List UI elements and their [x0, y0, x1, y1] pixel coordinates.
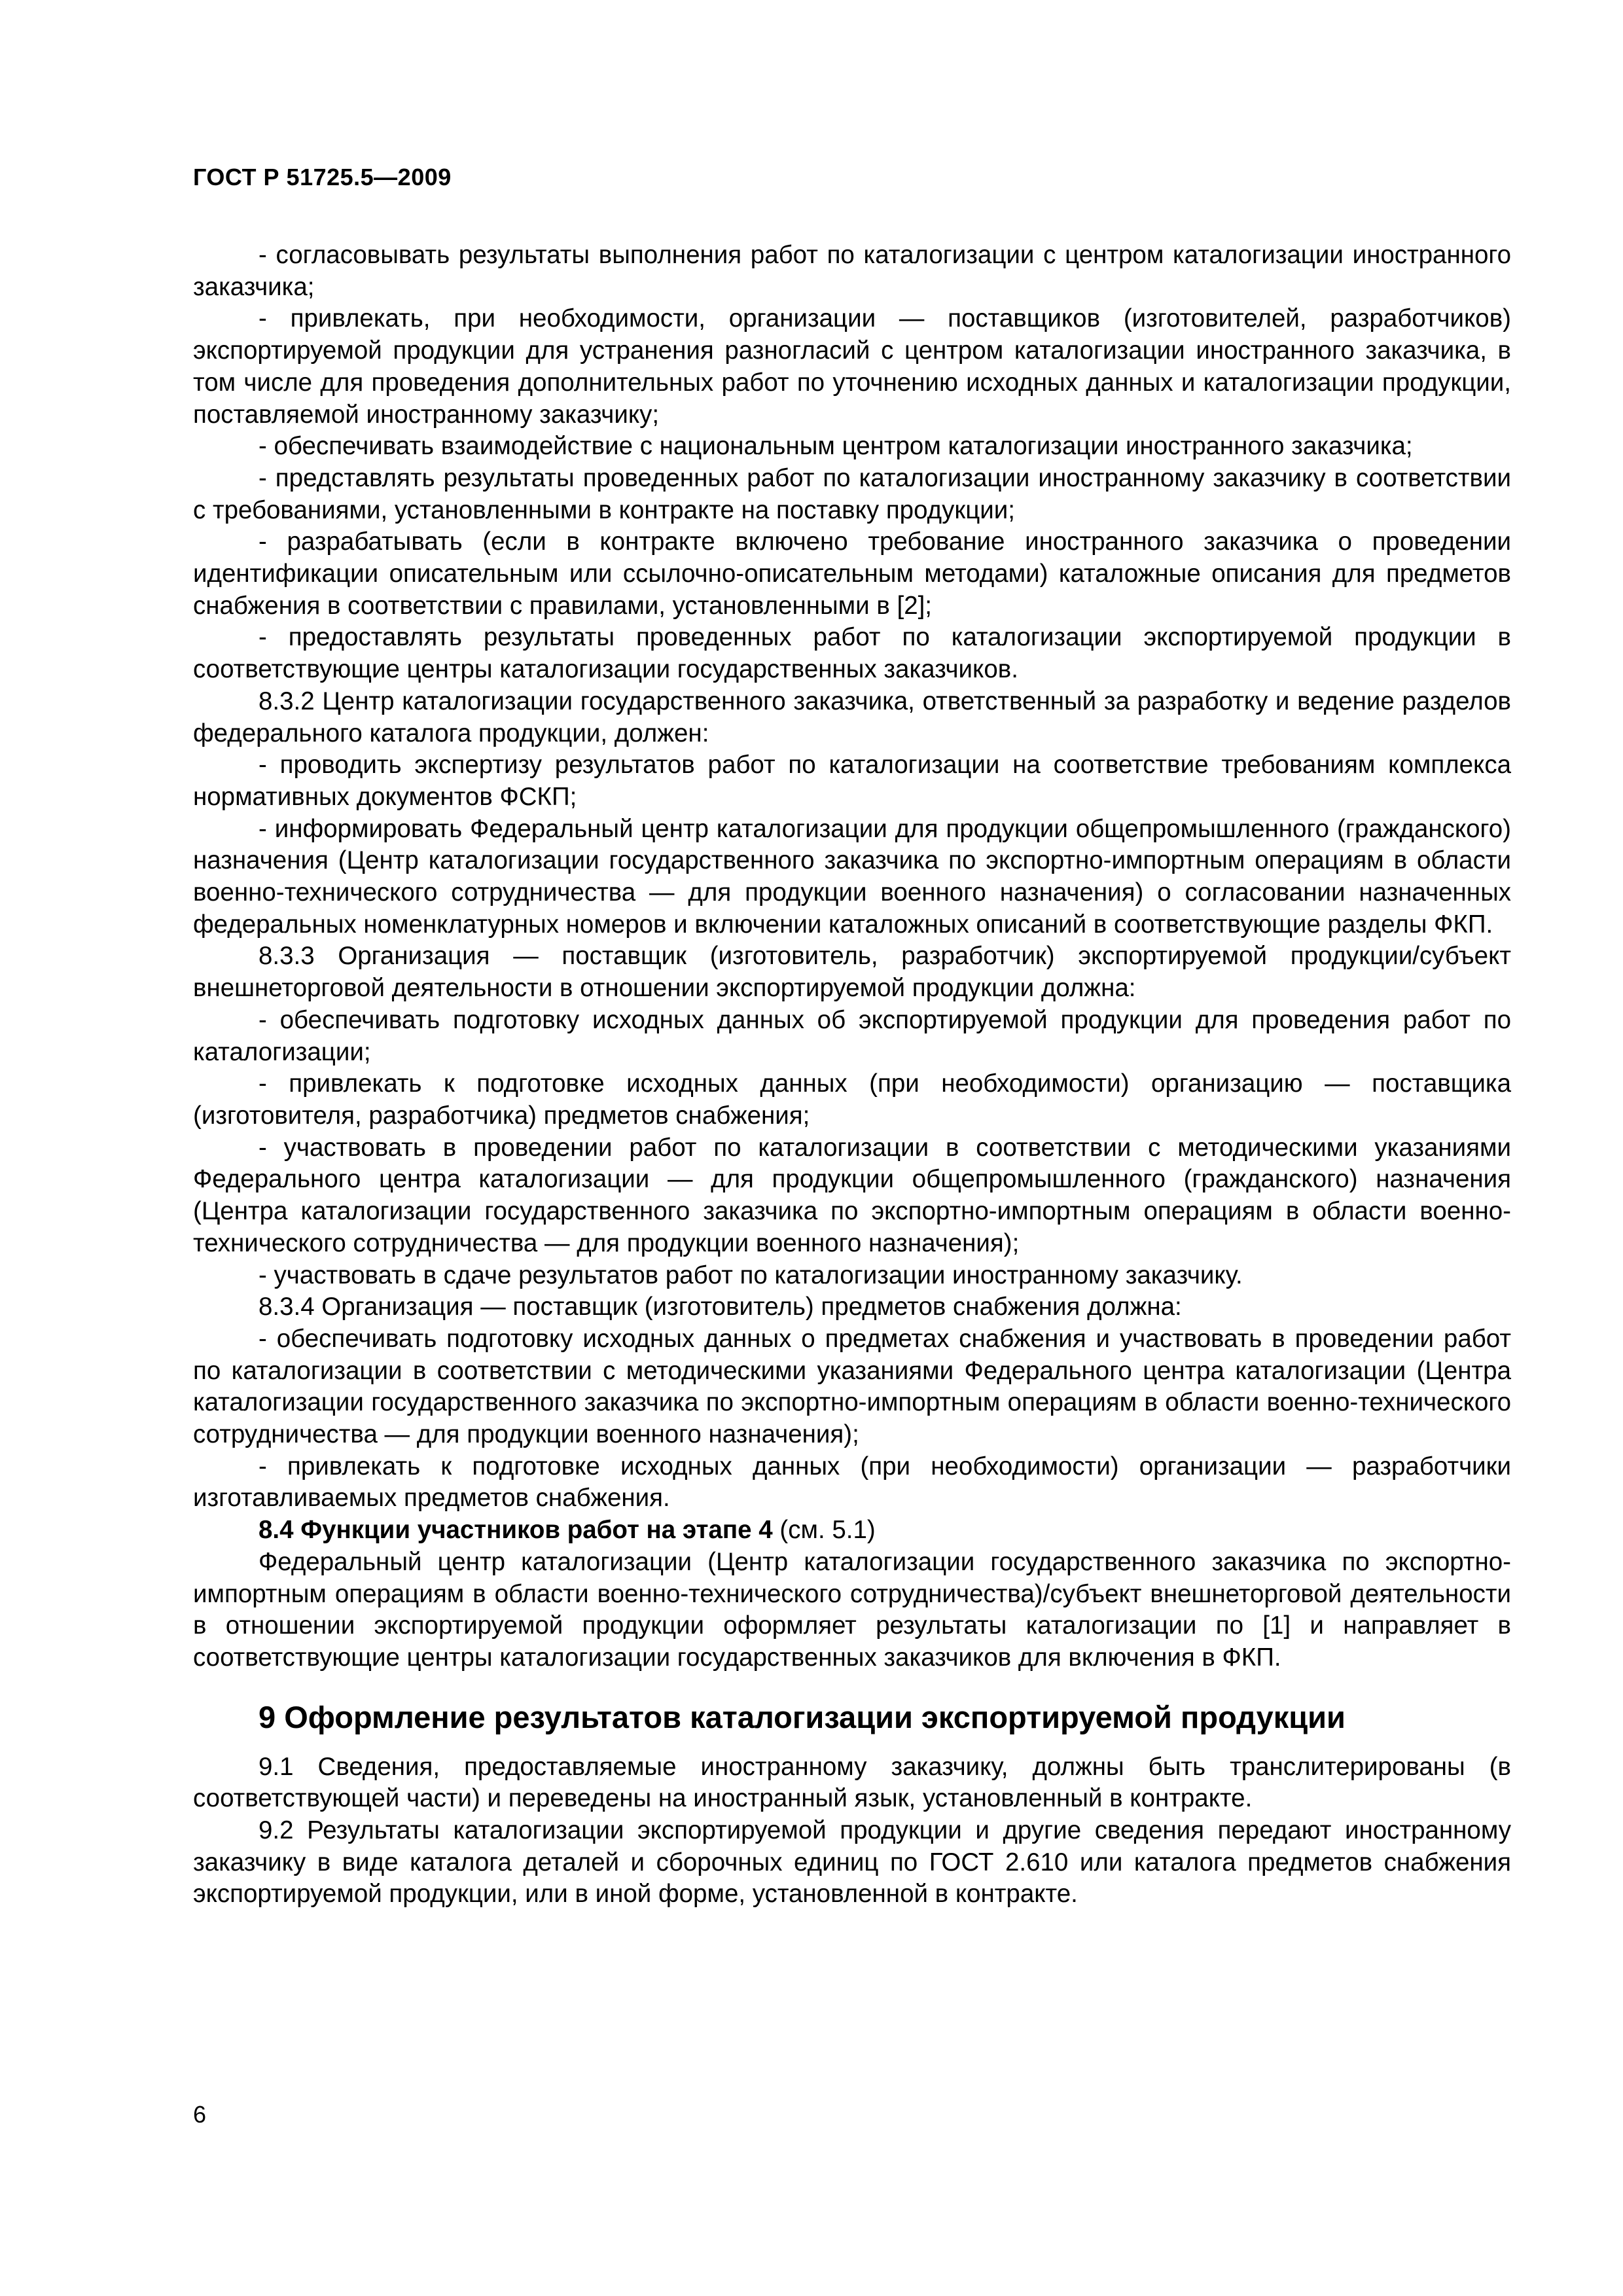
document-header: ГОСТ Р 51725.5—2009	[193, 164, 452, 190]
paragraph: 8.3.4 Организация — поставщик (изготовитель) предметов снабжения должна:	[259, 1293, 1182, 1321]
paragraph: - обеспечивать подготовку исходных данных об экспортируемой продукции для проведения работ по каталогизации;	[193, 1005, 1511, 1066]
paragraph: Федеральный центр каталогизации (Центр каталогизации государственного заказчика по экспортно-импортным операциям в области военно-технического сотрудничества)/субъект внешнеторговой деятельности в отношении экспортируемой продукции оформляет результаты каталогизации по [1] и направляет в соответствующие центры каталогизации государственных заказчиков для включения в ФКП.	[193, 1547, 1511, 1672]
paragraph: - обеспечивать подготовку исходных данных о предметах снабжения и участвовать в проведении работ по каталогизации в соответствии с методическими указаниями Федерального центра каталогизации (Центра каталогизации государственного заказчика по экспортно-импортным операциям в области военно-технического сотрудничества — для продукции военного назначения);	[193, 1324, 1511, 1449]
paragraph: - предоставлять результаты проведенных работ по каталогизации экспортируемой продукции в соответствующие центры каталогизации государственных заказчиков.	[193, 623, 1511, 684]
section-heading: 9 Оформление результатов каталогизации экспортируемой продукции	[259, 1699, 1346, 1734]
paragraph: - проводить экспертизу результатов работ по каталогизации на соответствие требованиям комплекса нормативных документов ФСКП;	[193, 751, 1511, 811]
page-number: 6	[193, 2101, 207, 2128]
paragraph: - привлекать, при необходимости, организации — поставщиков (изготовителей, разработчиков) экспортируемой продукции для устранения разногласий с центром каталогизации иностранного заказчика, в том числе для проведения дополнительных работ по уточнению исходных данных и каталогизации продукции, поставляемой иностранному заказчику;	[193, 304, 1511, 429]
paragraph: - участвовать в проведении работ по каталогизации в соответствии с методическими указаниями Федерального центра каталогизации — для продукции общепромышленного (гражданского) назначения (Центра каталогизации государственного заказчика по экспортно-импортным операциям в области военно-технического сотрудничества — для продукции военного назначения);	[193, 1133, 1511, 1257]
subsection-heading-bold: 8.4 Функции участников работ на этапе 4	[259, 1516, 773, 1545]
paragraph: - согласовывать результаты выполнения работ по каталогизации с центром каталогизации иностранного заказчика;	[193, 241, 1511, 301]
paragraph: - разрабатывать (если в контракте включено требование иностранного заказчика о проведении идентификации описательным или ссылочно-описательным методами) каталожные описания для предметов снабжения в соответствии с правилами, установленными в [2];	[193, 528, 1511, 620]
document-body	[193, 240, 1511, 1910]
paragraph: 9.1 Сведения, предоставляемые иностранному заказчику, должны быть транслитерированы (в соответствующей части) и переведены на иностранный язык, установленный в контракте.	[193, 1752, 1511, 1813]
paragraph: - участвовать в сдаче результатов работ по каталогизации иностранному заказчику.	[259, 1261, 1243, 1289]
paragraph: - привлекать к подготовке исходных данных (при необходимости) организацию — поставщика (изготовителя, разработчика) предметов снабжения;	[193, 1069, 1511, 1130]
paragraph: 8.3.2 Центр каталогизации государственного заказчика, ответственный за разработку и ведение разделов федерального каталога продукции, должен:	[193, 687, 1511, 747]
subsection-heading	[193, 1515, 1511, 1547]
paragraph: - привлекать к подготовке исходных данных (при необходимости) организации — разработчики изготавливаемых предметов снабжения.	[193, 1452, 1511, 1513]
subsection-heading-ref: (см. 5.1)	[772, 1516, 876, 1545]
paragraph: 8.3.3 Организация — поставщик (изготовитель, разработчик) экспортируемой продукции/субъект внешнеторговой деятельности в отношении экспортируемой продукции должна:	[193, 942, 1511, 1003]
paragraph: - обеспечивать взаимодействие с национальным центром каталогизации иностранного заказчика;	[259, 432, 1413, 461]
paragraph: 9.2 Результаты каталогизации экспортируемой продукции и другие сведения передают иностранному заказчику в виде каталога деталей и сборочных единиц по ГОСТ 2.610 или каталога предметов снабжения экспортируемой продукции, или в иной форме, установленной в контракте.	[193, 1816, 1511, 1909]
paragraph: - представлять результаты проведенных работ по каталогизации иностранному заказчику в соответствии с требованиями, установленными в контракте на поставку продукции;	[193, 463, 1511, 524]
paragraph: - информировать Федеральный центр каталогизации для продукции общепромышленного (гражданского) назначения (Центр каталогизации государственного заказчика по экспортно-импортным операциям в области военно-технического сотрудничества — для продукции военного назначения) о согласовании назначенных федеральных номенклатурных номеров и включении каталожных описаний в соответствующие разделы ФКП.	[193, 814, 1511, 939]
